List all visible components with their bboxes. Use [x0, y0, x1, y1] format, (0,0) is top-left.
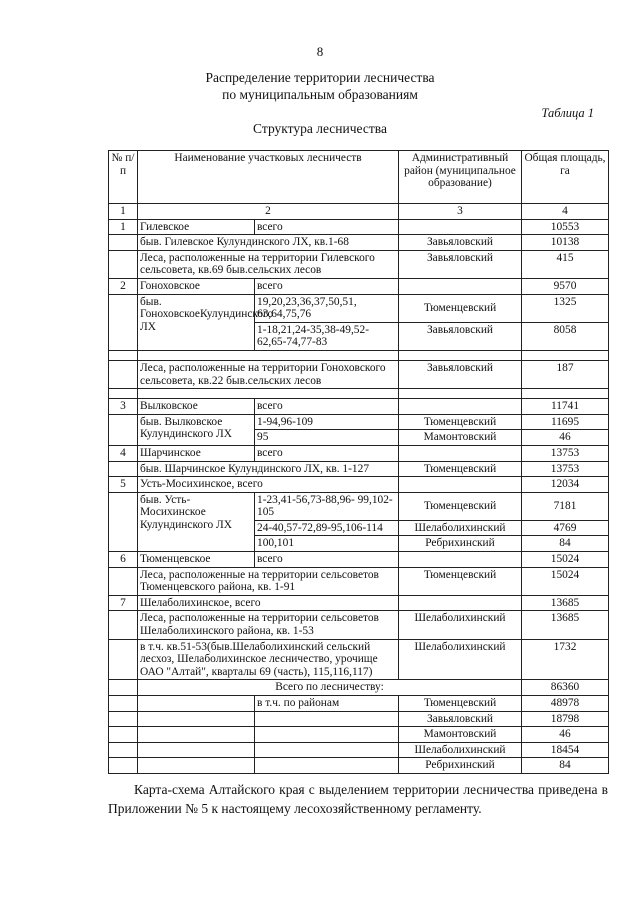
- district: [399, 219, 522, 235]
- table-row: [109, 639, 609, 680]
- forestry-name: Усть-Мосихинское, всего: [138, 477, 399, 493]
- area: 4769: [522, 520, 609, 536]
- forestry-name: Леса, расположенные на территории Гилевского сельсовета, кв.69 быв.сельских лесов: [138, 250, 399, 278]
- quarters: всего: [255, 399, 399, 415]
- row-number: 5: [109, 477, 138, 493]
- area: 84: [522, 536, 609, 552]
- forestry-name: быв. Вылковское Кулундинского ЛХ: [138, 414, 255, 445]
- quarters: всего: [255, 278, 399, 294]
- district: Шелаболихинский: [399, 520, 522, 536]
- header-name: Наименование участковых лесничеств: [138, 151, 399, 204]
- area: 187: [522, 360, 609, 388]
- district: [399, 477, 522, 493]
- column-number-row: [109, 204, 609, 220]
- district: Завьяловский: [399, 235, 522, 251]
- district: [399, 399, 522, 415]
- row-number: 3: [109, 399, 138, 415]
- forestry-name: быв. Шарчинское Кулундинского ЛХ, кв. 1-127: [138, 461, 399, 477]
- table-row: [109, 552, 609, 568]
- forestry-name: быв. ГоноховскоеКулундинского ЛХ: [138, 294, 255, 350]
- forestry-name: Леса, расположенные на территории Гоноховского сельсовета, кв.22 быв.сельских лесов: [138, 360, 399, 388]
- forestry-name: Гоноховское: [138, 278, 255, 294]
- area: 84: [522, 758, 609, 774]
- forestry-name: Гилевское: [138, 219, 255, 235]
- table-title: Структура лесничества: [253, 121, 387, 136]
- table-row: [109, 360, 609, 388]
- district-total-row: [109, 727, 609, 743]
- quarters: 1-18,21,24-35,38-49,52- 62,65-74,77-83: [255, 322, 399, 350]
- district: [399, 278, 522, 294]
- district: Шелаболихинский: [399, 611, 522, 639]
- quarters: 1-94,96-109: [255, 414, 399, 430]
- quarters: 19,20,23,36,37,50,51, 63,64,75,76: [255, 294, 399, 322]
- district: [399, 445, 522, 461]
- table-row: [109, 477, 609, 493]
- area: 12034: [522, 477, 609, 493]
- row-number: 4: [109, 445, 138, 461]
- forestry-name: Леса, расположенные на территории сельсоветов Шелаболихинского района, кв. 1-53: [138, 611, 399, 639]
- forestry-name: быв. Гилевское Кулундинского ЛХ, кв.1-68: [138, 235, 399, 251]
- area: 10553: [522, 219, 609, 235]
- district: Шелаболихинский: [399, 742, 522, 758]
- row-number: 7: [109, 595, 138, 611]
- quarters: 100,101: [255, 536, 399, 552]
- forestry-name: Тюменцевское: [138, 552, 255, 568]
- district: Завьяловский: [399, 250, 522, 278]
- district: Ребрихинский: [399, 536, 522, 552]
- district: Тюменцевский: [399, 567, 522, 595]
- table-number: Таблица 1: [541, 106, 594, 120]
- header-area: Общая площадь, га: [522, 151, 609, 204]
- area: 48978: [522, 696, 609, 712]
- area: 415: [522, 250, 609, 278]
- area: 7181: [522, 492, 609, 520]
- row-number: 1: [109, 219, 138, 235]
- area: 15024: [522, 552, 609, 568]
- area: 18798: [522, 711, 609, 727]
- area: 1325: [522, 294, 609, 322]
- table-row: [109, 414, 609, 430]
- area: 8058: [522, 322, 609, 350]
- table-row: [109, 219, 609, 235]
- quarters: всего: [255, 445, 399, 461]
- table-spacer-row: [109, 350, 609, 360]
- quarters: 95: [255, 430, 399, 446]
- district-total-row: [109, 742, 609, 758]
- district: Тюменцевский: [399, 696, 522, 712]
- district: Тюменцевский: [399, 461, 522, 477]
- forestry-structure-table: [108, 150, 609, 774]
- district: Мамонтовский: [399, 727, 522, 743]
- forestry-name: Шарчинское: [138, 445, 255, 461]
- quarters: всего: [255, 219, 399, 235]
- section-title-line2: по муниципальным образованиям: [222, 87, 418, 102]
- table-row: [109, 461, 609, 477]
- area: 1732: [522, 639, 609, 680]
- table-spacer-row: [109, 389, 609, 399]
- district: Завьяловский: [399, 360, 522, 388]
- column-number: 3: [399, 204, 522, 220]
- quarters: 24-40,57-72,89-95,106-114: [255, 520, 399, 536]
- district-total-row: [109, 711, 609, 727]
- table-row: [109, 492, 609, 520]
- table-row: [109, 278, 609, 294]
- section-title-line1: Распределение территории лесничества: [205, 70, 435, 85]
- area: 11695: [522, 414, 609, 430]
- table-row: [109, 445, 609, 461]
- area: 13753: [522, 445, 609, 461]
- area: 18454: [522, 742, 609, 758]
- table-row: [109, 294, 609, 322]
- district: Завьяловский: [399, 711, 522, 727]
- area: 46: [522, 430, 609, 446]
- district: Тюменцевский: [399, 414, 522, 430]
- total-area: 86360: [522, 680, 609, 696]
- table-row: [109, 235, 609, 251]
- area: 13685: [522, 595, 609, 611]
- table-row: [109, 567, 609, 595]
- table-row: [109, 399, 609, 415]
- forestry-name: в т.ч. кв.51-53(быв.Шелаболихинский сельский лесхоз, Шелаболихинское лесничество, урочище ОАО "Алтай", кварталы 69 (часть), 115,116,117): [138, 639, 399, 680]
- district-total-row: [109, 696, 609, 712]
- area: 46: [522, 727, 609, 743]
- district-total-row: [109, 758, 609, 774]
- row-number: 2: [109, 278, 138, 294]
- quarters: всего: [255, 552, 399, 568]
- column-number: 4: [522, 204, 609, 220]
- footer-paragraph: Карта-схема Алтайского края с выделением территории лесничества приведена в Приложении № 5 к настоящему лесохозяйственному регламенту.: [108, 782, 608, 816]
- header-num: № п/п: [109, 151, 138, 204]
- page-number: 8: [316, 44, 324, 59]
- quarters: 1-23,41-56,73-88,96- 99,102-105: [255, 492, 399, 520]
- column-number: 1: [109, 204, 138, 220]
- district: Ребрихинский: [399, 758, 522, 774]
- table-header-row: [109, 151, 609, 204]
- area: 9570: [522, 278, 609, 294]
- forestry-name: Шелаболихинское, всего: [138, 595, 399, 611]
- area: 11741: [522, 399, 609, 415]
- area: 10138: [522, 235, 609, 251]
- forestry-name: Вылковское: [138, 399, 255, 415]
- district: Тюменцевский: [399, 294, 522, 322]
- district: Тюменцевский: [399, 492, 522, 520]
- district: Шелаболихинский: [399, 639, 522, 680]
- row-number: 6: [109, 552, 138, 568]
- district: [399, 595, 522, 611]
- district: [399, 552, 522, 568]
- forestry-name: Леса, расположенные на территории сельсоветов Тюменцевского района, кв. 1-91: [138, 567, 399, 595]
- table-row: [109, 611, 609, 639]
- area: 13685: [522, 611, 609, 639]
- forestry-name: быв. Усть-Мосихинское Кулундинского ЛХ: [138, 492, 255, 551]
- total-row: [109, 680, 609, 696]
- total-label: Всего по лесничеству:: [138, 680, 522, 696]
- by-district-label: в т.ч. по районам: [255, 696, 399, 712]
- column-number: 2: [138, 204, 399, 220]
- area: 15024: [522, 567, 609, 595]
- table-row: [109, 250, 609, 278]
- table-row: [109, 595, 609, 611]
- header-district: Административный район (муниципальное образование): [399, 151, 522, 204]
- district: Завьяловский: [399, 322, 522, 350]
- district: Мамонтовский: [399, 430, 522, 446]
- area: 13753: [522, 461, 609, 477]
